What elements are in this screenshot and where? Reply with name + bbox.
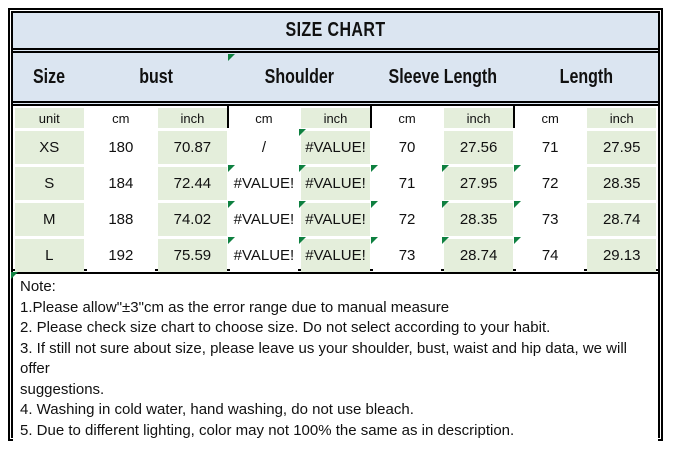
size-cell-xs-label: XS (39, 139, 60, 156)
error-triangle-icon (514, 201, 521, 208)
value-cell-l-3-label: #VALUE! (233, 247, 295, 264)
note-line-5 (20, 400, 652, 421)
value-cell-m-4 (301, 203, 370, 236)
header-group-length (515, 53, 658, 101)
size-cell-xs (15, 131, 84, 164)
unit-cell-2 (158, 108, 227, 128)
error-triangle-icon (514, 237, 521, 244)
value-cell-xs-8 (587, 131, 656, 164)
value-cell-xs-5-label: 70 (398, 139, 416, 156)
size-chart-title: SIZE CHART (285, 19, 386, 41)
value-cell-l-4-label: #VALUE! (305, 247, 366, 264)
unit-cell-6 (444, 108, 513, 128)
header-size-cell (13, 53, 85, 101)
value-cell-xs-3 (230, 131, 299, 164)
error-triangle-icon (371, 201, 378, 208)
value-cell-l-2 (158, 239, 227, 272)
value-cell-m-1 (87, 203, 156, 236)
value-cell-s-6 (444, 167, 513, 200)
size-cell-s (15, 167, 84, 200)
note-section (13, 274, 658, 441)
error-triangle-icon (228, 54, 235, 61)
value-cell-l-8 (587, 239, 656, 272)
header-group-bust (85, 53, 228, 101)
value-cell-xs-2 (158, 131, 227, 164)
note-line-2 (20, 318, 652, 339)
value-cell-xs-3-label: / (261, 139, 267, 156)
value-cell-l-8-label: 29.13 (602, 247, 641, 264)
error-triangle-icon (371, 237, 378, 244)
value-cell-l-1 (87, 239, 156, 272)
value-cell-s-3-label: #VALUE! (233, 175, 295, 192)
note-line-1-label: 1.Please allow"±3"cm as the error range due to manual measure (20, 298, 450, 316)
note-line-1 (20, 298, 652, 319)
value-cell-xs-6 (444, 131, 513, 164)
note-line-6-label: 5. Due to different lighting, color may not 100% the same as in description. (20, 421, 515, 439)
value-cell-xs-4 (301, 131, 370, 164)
unit-cell-3-label: cm (255, 110, 273, 126)
error-triangle-icon (228, 165, 235, 172)
value-cell-s-2 (158, 167, 227, 200)
unit-header-cell (15, 108, 84, 128)
unit-cell-8-label: inch (609, 110, 634, 126)
value-cell-s-3 (230, 167, 299, 200)
error-triangle-icon (299, 165, 306, 172)
error-triangle-icon (228, 237, 235, 244)
unit-cell-7 (516, 108, 585, 128)
value-cell-l-7 (516, 239, 585, 272)
size-cell-s-label: S (44, 175, 55, 192)
unit-cell-6-label: inch (466, 110, 491, 126)
value-cell-m-8-label: 28.74 (602, 211, 641, 228)
value-cell-xs-7 (516, 131, 585, 164)
note-heading-label: Note: (20, 278, 56, 295)
value-cell-l-5-label: 73 (398, 247, 416, 264)
value-cell-s-5-label: 71 (398, 175, 416, 192)
value-cell-m-7-label: 73 (541, 211, 559, 228)
value-cell-s-4-label: #VALUE! (305, 175, 366, 192)
unit-cell-3 (230, 108, 299, 128)
value-cell-s-1-label: 184 (108, 175, 134, 192)
size-cell-m (15, 203, 84, 236)
value-cell-l-2-label: 75.59 (173, 247, 212, 264)
value-cell-m-1-label: 188 (108, 211, 134, 228)
size-chart-title-row (13, 13, 658, 53)
value-cell-xs-4-label: #VALUE! (305, 139, 366, 156)
column-group-header-row (13, 53, 658, 106)
value-cell-m-2 (158, 203, 227, 236)
unit-cell-5 (373, 108, 442, 128)
header-group-label: Length (559, 65, 613, 88)
unit-cell-7-label: cm (541, 110, 559, 126)
value-cell-xs-1-label: 180 (108, 139, 134, 156)
error-triangle-icon (11, 272, 18, 279)
value-cell-m-6 (444, 203, 513, 236)
value-cell-l-6-label: 28.74 (459, 247, 498, 264)
unit-cell-1-label: cm (112, 110, 130, 126)
value-cell-m-8 (587, 203, 656, 236)
note-line-2-label: 2. Please check size chart to choose size. Do not select according to your habit. (20, 319, 551, 336)
value-cell-l-4 (301, 239, 370, 272)
note-heading (20, 277, 652, 298)
value-cell-s-4 (301, 167, 370, 200)
size-cell-l (15, 239, 84, 272)
value-cell-s-5 (373, 167, 442, 200)
size-table-body (13, 106, 658, 274)
unit-cell-1 (87, 108, 156, 128)
value-cell-m-2-label: 74.02 (173, 211, 212, 228)
note-line-4 (20, 380, 652, 401)
note-line-3 (20, 339, 652, 380)
note-line-3-label: 3. If still not sure about size, please leave us your shoulder, bust, waist and hip data, we will offer (20, 339, 628, 377)
note-line-5-label: 4. Washing in cold water, hand washing, do not use bleach. (20, 401, 414, 418)
error-triangle-icon (299, 129, 306, 136)
header-group-sleeve-length (371, 53, 514, 101)
note-line-6 (20, 421, 652, 442)
value-cell-l-5 (373, 239, 442, 272)
value-cell-m-3 (230, 203, 299, 236)
error-triangle-icon (442, 237, 449, 244)
error-triangle-icon (371, 165, 378, 172)
error-triangle-icon (442, 201, 449, 208)
error-triangle-icon (442, 165, 449, 172)
value-cell-s-6-label: 27.95 (459, 175, 498, 192)
value-cell-s-1 (87, 167, 156, 200)
error-triangle-icon (514, 165, 521, 172)
unit-header-cell-label: unit (38, 110, 60, 126)
value-cell-s-8 (587, 167, 656, 200)
value-cell-s-7 (516, 167, 585, 200)
value-cell-xs-5 (373, 131, 442, 164)
value-cell-s-7-label: 72 (541, 175, 559, 192)
unit-cell-2-label: inch (180, 110, 205, 126)
value-cell-l-3 (230, 239, 299, 272)
size-cell-l-label: L (45, 247, 54, 264)
value-cell-l-6 (444, 239, 513, 272)
value-cell-m-6-label: 28.35 (459, 211, 498, 228)
note-line-4-label: suggestions. (20, 380, 105, 398)
value-cell-xs-2-label: 70.87 (173, 139, 212, 156)
size-cell-m-label: M (43, 211, 56, 228)
value-cell-xs-7-label: 71 (541, 139, 559, 156)
value-cell-l-7-label: 74 (541, 247, 559, 264)
header-size-label: Size (32, 65, 65, 88)
header-group-shoulder (228, 53, 371, 101)
value-cell-m-3-label: #VALUE! (233, 211, 295, 228)
error-triangle-icon (299, 237, 306, 244)
value-cell-m-5-label: 72 (398, 211, 416, 228)
unit-cell-5-label: cm (398, 110, 416, 126)
size-chart-sheet (8, 8, 663, 441)
value-cell-m-5 (373, 203, 442, 236)
value-cell-xs-1 (87, 131, 156, 164)
header-group-label: Shoulder (264, 65, 335, 88)
error-triangle-icon (299, 201, 306, 208)
unit-cell-4 (301, 108, 370, 128)
value-cell-m-4-label: #VALUE! (305, 211, 366, 228)
value-cell-m-7 (516, 203, 585, 236)
value-cell-xs-6-label: 27.56 (459, 139, 498, 156)
unit-cell-8 (587, 108, 656, 128)
value-cell-xs-8-label: 27.95 (602, 139, 641, 156)
value-cell-s-8-label: 28.35 (602, 175, 641, 192)
unit-cell-4-label: inch (323, 110, 348, 126)
value-cell-s-2-label: 72.44 (173, 175, 212, 192)
value-cell-l-1-label: 192 (108, 247, 134, 264)
header-group-label: bust (139, 65, 174, 88)
header-group-label: Sleeve Length (388, 65, 498, 88)
error-triangle-icon (228, 201, 235, 208)
